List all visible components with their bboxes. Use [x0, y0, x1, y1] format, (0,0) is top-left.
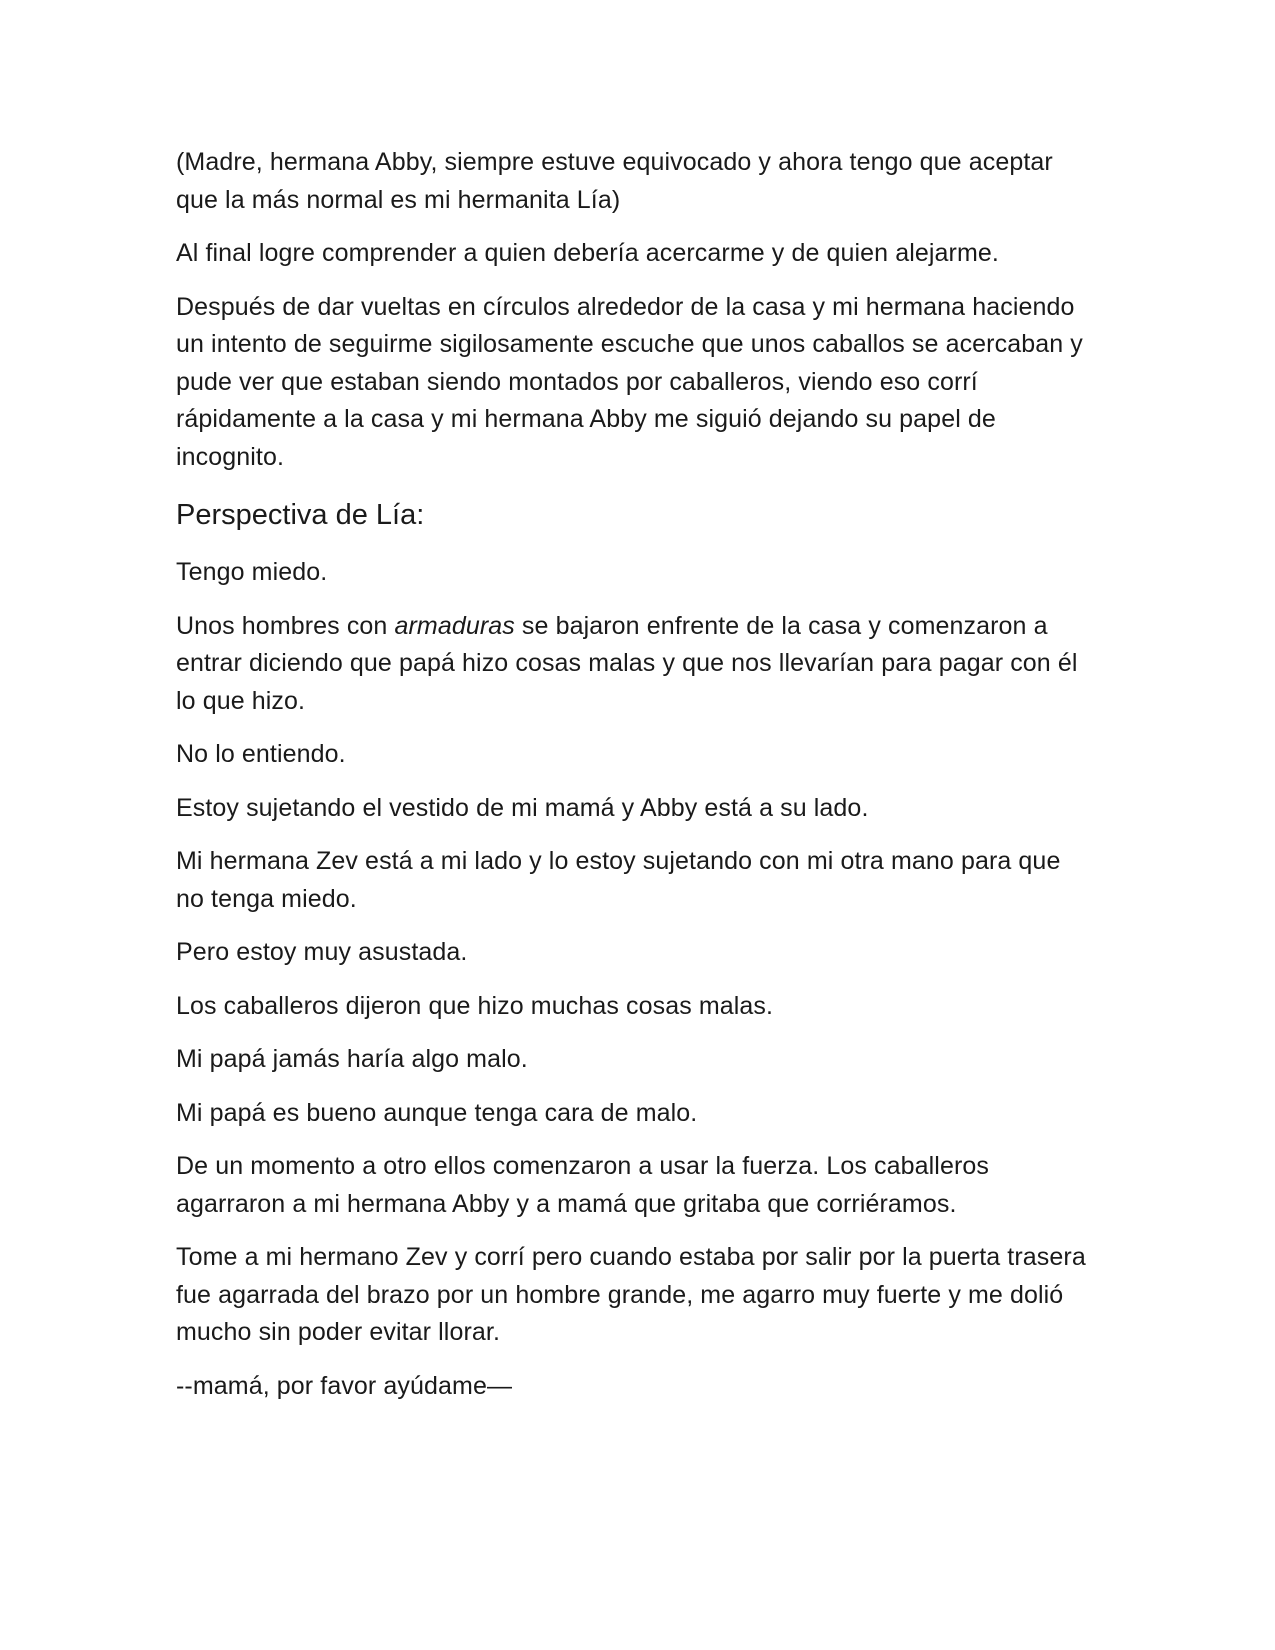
paragraph-intro: (Madre, hermana Abby, siempre estuve equivocado y ahora tengo que aceptar que la más normal es mi hermanita Lía)	[176, 148, 1053, 214]
paragraph-holding-dress: Estoy sujetando el vestido de mi mamá y Abby está a su lado.	[176, 793, 869, 822]
paragraph-final-understanding: Al final logre comprender a quien debería acercarme y de quien alejarme.	[176, 239, 999, 267]
armored-men-text-start: Unos hombres con	[176, 611, 395, 640]
paragraph-knights-said: Los caballeros dijeron que hizo muchas cosas malas.	[176, 991, 774, 1020]
paragraph-help-me: --mamá, por favor ayúdame—	[176, 1371, 513, 1400]
paragraph-armored-men	[176, 608, 1095, 721]
paragraph-dad-good: Mi papá es bueno aunque tenga cara de malo.	[176, 1098, 698, 1127]
armored-men-italic-word: armaduras	[394, 611, 515, 640]
paragraph-force: De un momento a otro ellos comenzaron a usar la fuerza. Los caballeros agarraron a mi hermana Abby y a mamá que gritaba que corriéramos.	[176, 1152, 989, 1218]
armored-men-text-end: se bajaron enfrente de la casa y comenzaron a entrar diciendo que papá hizo cosas malas y que nos llevarían para pagar con él lo que hizo.	[176, 611, 1078, 715]
paragraph-not-understand: No lo entiendo.	[176, 740, 346, 768]
paragraph-dad-never: Mi papá jamás haría algo malo.	[176, 1045, 528, 1073]
paragraph-run: Tome a mi hermano Zev y corrí pero cuando estaba por salir por la puerta trasera fue agarrada del brazo por un hombre grande, me agarro muy fuerte y me dolió mucho sin poder evitar llorar.	[176, 1243, 1086, 1346]
paragraph-sister-zev: Mi hermana Zev está a mi lado y lo estoy sujetando con mi otra mano para que no tenga miedo.	[176, 847, 1061, 913]
paragraph-fear: Tengo miedo.	[176, 558, 328, 586]
paragraph-horses-approaching: Después de dar vueltas en círculos alrededor de la casa y mi hermana haciendo un intento de seguirme sigilosamente escuche que unos caballos se acercaban y pude ver que estaban siendo montados por caballeros, viendo eso corrí rápidamente a la casa y mi hermana Abby me siguió dejando su papel de incognito.	[176, 292, 1083, 471]
section-heading-lia-perspective: Perspectiva de Lía:	[176, 499, 425, 531]
paragraph-scared: Pero estoy muy asustada.	[176, 938, 468, 966]
